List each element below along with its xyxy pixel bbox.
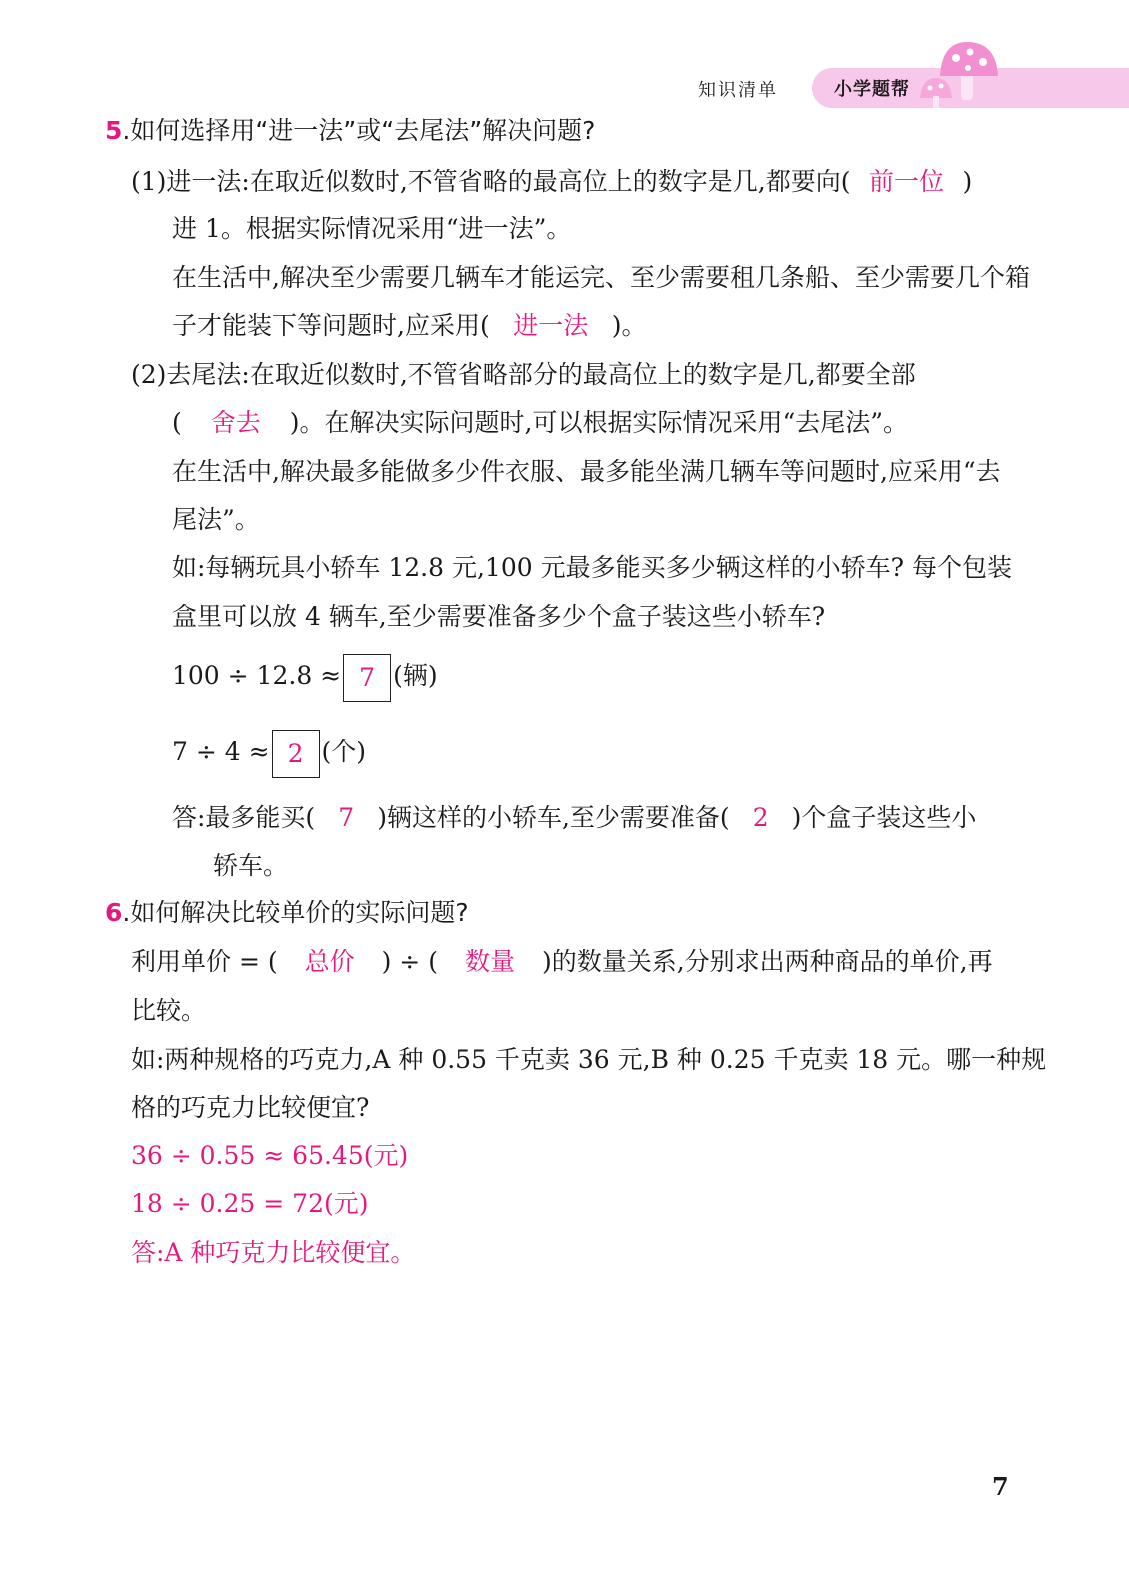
text: )辆这样的小轿车,至少需要准备(: [377, 803, 730, 832]
q6-line2: 比较。: [131, 996, 207, 1025]
answer-blank: 舍去: [210, 408, 261, 437]
q5-answer-line1: [172, 803, 976, 833]
text: 利用单价 = (: [131, 947, 278, 976]
answer-blank: 前一位: [868, 167, 944, 196]
text: 答:最多能买(: [172, 803, 316, 832]
answer-blank: 进一法: [513, 311, 589, 340]
q6-number: 6: [105, 898, 123, 927]
q6-example-line2: 格的巧克力比较便宜?: [131, 1093, 370, 1122]
q5-p1-line2: 进 1。根据实际情况采用“进一法”。: [172, 214, 572, 243]
q5-p1-line4: [172, 311, 646, 341]
q5-p2-line4: 尾法”。: [172, 505, 260, 534]
text: (: [172, 408, 182, 437]
q6-example-line1: 如:两种规格的巧克力,A 种 0.55 千克卖 36 元,B 种 0.25 千克卖 18 元。哪一种规: [131, 1045, 1047, 1074]
q6-title: .如何解决比较单价的实际问题?: [122, 898, 469, 927]
text: 7 ÷ 4 ≈: [172, 737, 270, 766]
q5-example-line1: 如:每辆玩具小轿车 12.8 元,100 元最多能买多少辆这样的小轿车? 每个包装: [172, 553, 1012, 582]
q6-solution-answer: 答:A 种巧克力比较便宜。: [131, 1238, 416, 1267]
text: 100 ÷ 12.8 ≈: [172, 661, 342, 690]
q5-p2-line2: [172, 408, 908, 438]
text: )的数量关系,分别求出两种商品的单价,再: [541, 947, 993, 976]
q5-equation1: [172, 650, 438, 702]
answer-blank: 数量: [464, 947, 515, 976]
text: ): [962, 167, 973, 196]
text: )。: [611, 311, 647, 340]
answer-box: 7: [343, 654, 391, 702]
text: (1)进一法:在取近似数时,不管省略的最高位上的数字是几,都要向(: [131, 167, 851, 196]
q6-solution-step2: 18 ÷ 0.25 = 72(元): [131, 1189, 369, 1218]
text: )个盒子装这些小: [791, 803, 977, 832]
q6-solution-step1: 36 ÷ 0.55 ≈ 65.45(元): [131, 1141, 409, 1170]
text: (个): [321, 737, 367, 766]
answer-blank: 2: [752, 803, 769, 832]
answer-blank: 7: [338, 803, 355, 832]
q5-number: 5: [105, 116, 123, 145]
q5-p2-line1: (2)去尾法:在取近似数时,不管省略部分的最高位上的数字是几,都要全部: [131, 360, 916, 389]
q5-example-line2: 盒里可以放 4 辆车,至少需要准备多少个盒子装这些小轿车?: [172, 602, 826, 631]
q5-p1-line1: [131, 167, 972, 197]
q5-equation2: [172, 726, 366, 778]
q5-p1-line3: 在生活中,解决至少需要几辆车才能运完、至少需要租几条船、至少需要几个箱: [172, 263, 1030, 292]
text: ) ÷ (: [381, 947, 438, 976]
answer-blank: 总价: [304, 947, 355, 976]
text: 子才能装下等问题时,应采用(: [172, 311, 490, 340]
q6-line1: [131, 947, 993, 977]
q5-heading: [105, 116, 595, 146]
text: )。在解决实际问题时,可以根据实际情况采用“去尾法”。: [289, 408, 909, 437]
header-brand-label: 小学题帮: [834, 79, 910, 100]
q5-p2-line3: 在生活中,解决最多能做多少件衣服、最多能坐满几辆车等问题时,应采用“去: [172, 457, 1001, 486]
q5-title: .如何选择用“进一法”或“去尾法”解决问题?: [122, 116, 596, 145]
page-number: 7: [992, 1472, 1009, 1501]
header-section-label: 知识清单: [698, 80, 778, 101]
q5-answer-line2: 轿车。: [213, 851, 289, 880]
mushroom-icon: [912, 40, 1007, 112]
text: (辆): [393, 661, 438, 690]
answer-box: 2: [272, 730, 320, 778]
q6-heading: [105, 898, 469, 928]
